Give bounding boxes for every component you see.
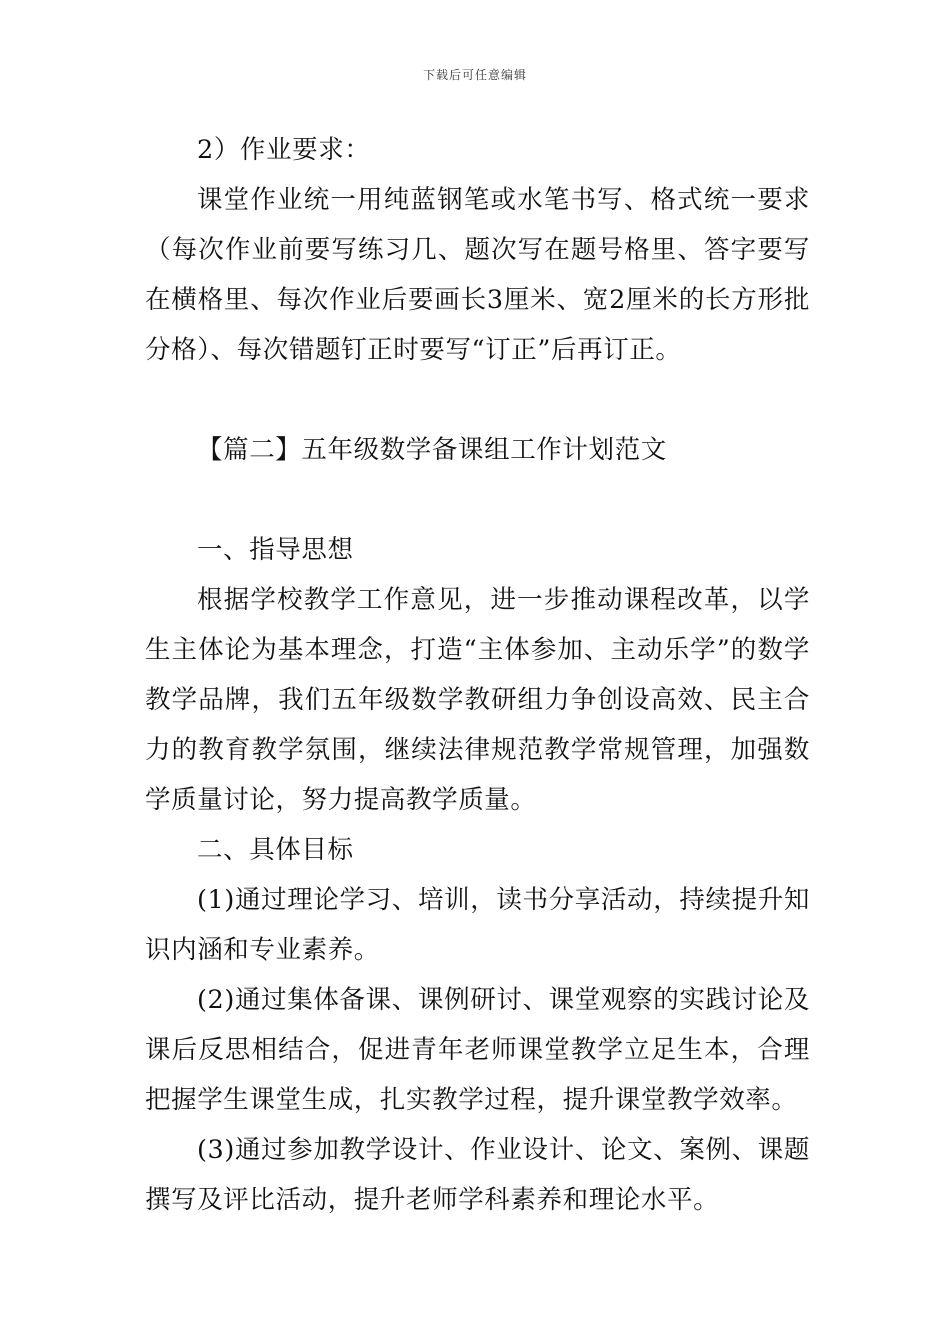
paragraph: 课堂作业统一用纯蓝钢笔或水笔书写、格式统一要求（每次作业前要写练习几、题次写在题号格里、答字要写在横格里、每次作业后要画长3厘米、宽2厘米的长方形批分格）、每次错题钉正时要写“订正”后再订正。 xyxy=(145,185,810,365)
section-heading: 一、指导思想 xyxy=(197,535,354,565)
list-item: (2)通过集体备课、课例研讨、课堂观察的实践讨论及课后反思相结合，促进青年老师课堂教学立足生本，合理把握学生课堂生成，扎实教学过程，提升课堂教学效率。 xyxy=(145,985,810,1115)
section-heading: 二、具体目标 xyxy=(197,835,354,865)
page-header: 下载后可任意编辑 xyxy=(422,68,527,82)
article-title: 【篇二】五年级数学备课组工作计划范文 xyxy=(197,435,667,465)
document-body xyxy=(145,125,810,1225)
section-heading: 2）作业要求： xyxy=(197,135,371,165)
list-item: (3)通过参加教学设计、作业设计、论文、案例、课题撰写及评比活动，提升老师学科素养和理论水平。 xyxy=(145,1135,810,1215)
spacer xyxy=(145,475,810,525)
paragraph: 根据学校教学工作意见，进一步推动课程改革，以学生主体论为基本理念，打造“主体参加、主动乐学”的数学教学品牌，我们五年级数学教研组力争创设高效、民主合力的教育教学氛围，继续法律规范教学常规管理，加强数学质量讨论，努力提高教学质量。 xyxy=(145,585,810,815)
list-item: (1)通过理论学习、培训，读书分享活动，持续提升知识内涵和专业素养。 xyxy=(145,885,810,965)
spacer xyxy=(145,375,810,425)
